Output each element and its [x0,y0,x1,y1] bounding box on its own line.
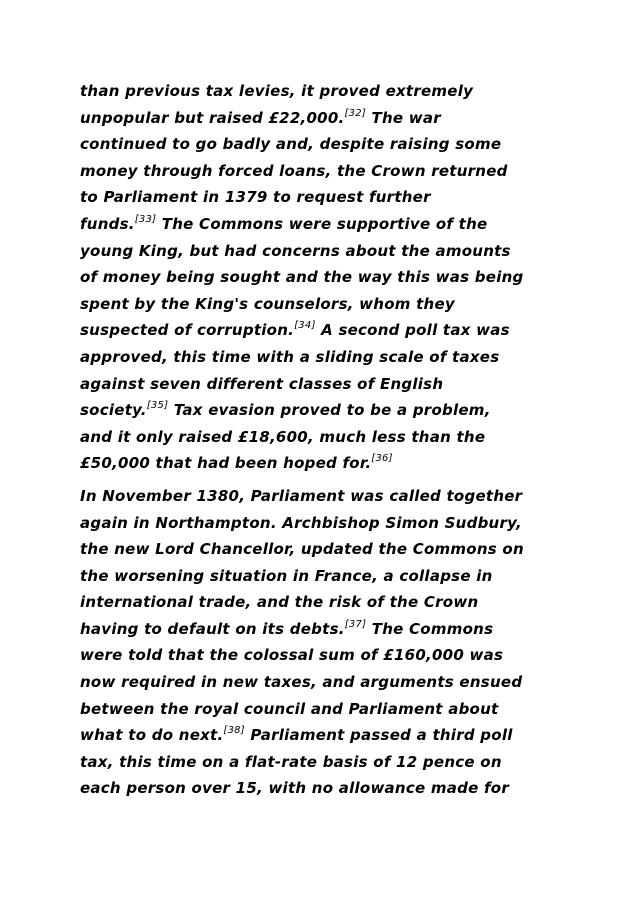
document-page [80,78,570,802]
text-line: spent by the King's counselors, whom they [80,294,455,313]
text-fragment: The war [366,108,441,127]
text-line: between the royal council and Parliament about [80,699,499,718]
text-line: were told that the colossal sum of £160,000 was [80,646,504,665]
text-line: again in Northampton. Archbishop Simon Sudbury, [80,513,522,532]
text-line: the new Lord Chancellor, updated the Commons on [80,540,524,559]
text-fragment: what to do next. [80,726,224,745]
text-line: now required in new taxes, and arguments ensued [80,673,523,692]
text-fragment: The Commons were supportive of the [156,214,488,233]
text-line [80,397,570,424]
text-fragment: Tax evasion proved to be a problem, [168,401,491,420]
text-line: money through forced loans, the Crown returned [80,161,508,180]
text-line: to Parliament in 1379 to request further [80,188,431,207]
text-line: tax, this time on a flat-rate basis of 12 pence on [80,752,502,771]
text-line: each person over 15, with no allowance made for [80,779,509,798]
text-line: the worsening situation in France, a collapse in [80,566,493,585]
text-line: continued to go badly and, despite raising some [80,135,502,154]
text-line: young King, but had concerns about the amounts [80,241,511,260]
text-line: In November 1380, Parliament was called together [80,486,523,505]
paragraph-2 [80,483,570,802]
text-line: of money being sought and the way this was being [80,268,524,287]
citation-34[interactable]: [34] [294,320,316,332]
text-line [80,211,570,238]
text-line [80,450,570,477]
citation-32[interactable]: [32] [344,107,367,119]
text-line: against seven different classes of English [80,374,444,393]
text-line: approved, this time with a sliding scale of taxes [80,347,500,366]
text-fragment: having to default on its debts. [80,619,345,638]
text-fragment: suspected of corruption. [80,321,295,340]
citation-35[interactable]: [35] [146,400,169,412]
text-line: than previous tax levies, it proved extremely [80,82,474,100]
text-line: international trade, and the risk of the Crown [80,593,479,612]
citation-36[interactable]: [36] [371,453,393,465]
text-line: and it only raised £18,600, much less than the [80,427,486,446]
text-line [80,722,570,749]
paragraph-1 [80,78,570,477]
text-fragment: Parliament passed a third poll [244,726,513,745]
text-line [80,616,570,643]
citation-33[interactable]: [33] [134,213,157,225]
text-fragment: A second poll tax was [315,321,510,340]
text-fragment: The Commons [366,619,494,638]
text-line [80,105,570,132]
text-fragment: unpopular but raised £22,000. [80,108,345,127]
text-fragment: funds. [80,214,135,233]
citation-38[interactable]: [38] [223,725,245,737]
citation-37[interactable]: [37] [344,618,367,630]
text-fragment: society. [80,401,147,420]
text-line [80,317,570,344]
text-fragment: £50,000 that had been hoped for. [80,454,372,473]
